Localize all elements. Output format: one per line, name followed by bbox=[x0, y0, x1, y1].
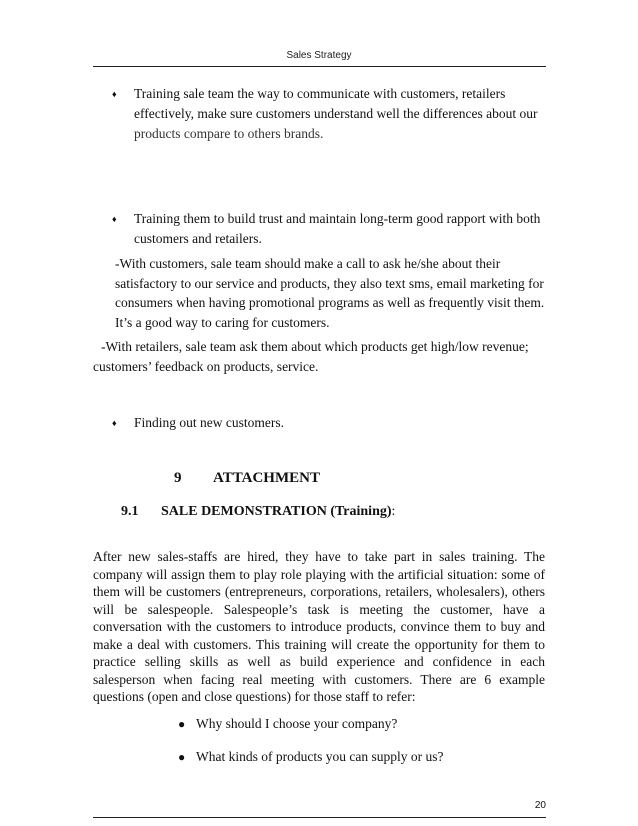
paragraph-line: will be salespeople. Salespeople’s task is meeting the customer, have a bbox=[93, 601, 545, 617]
bullet-line: effectively, make sure customers understand well the differences about our bbox=[134, 106, 538, 121]
paragraph-line: -With customers, sale team should make a call to ask he/she about their bbox=[115, 256, 501, 271]
subsection-title: SALE DEMONSTRATION (Training) bbox=[161, 504, 392, 519]
section-number: 9 bbox=[174, 470, 182, 486]
question-text: What kinds of products you can supply or us? bbox=[196, 749, 444, 764]
bullet-line: Training them to build trust and maintain long-term good rapport with both bbox=[134, 211, 541, 226]
subsection-colon: : bbox=[391, 504, 396, 519]
question-text: Why should I choose your company? bbox=[196, 716, 398, 731]
bullet-item-new-customers bbox=[112, 413, 552, 433]
bullet-text: Finding out new customers. bbox=[134, 415, 284, 430]
running-header: Sales Strategy bbox=[286, 50, 352, 61]
paragraph-line: salesperson when facing real meeting with customers. There are 6 example bbox=[93, 671, 545, 687]
paragraph-line: company will assign them to play role playing with the artificial situation: some of bbox=[93, 566, 545, 582]
bullet-item-training-trust bbox=[112, 209, 552, 249]
customers-paragraph bbox=[115, 254, 555, 332]
diamond-bullet-icon: ♦ bbox=[112, 418, 117, 428]
question-item bbox=[178, 749, 443, 765]
paragraph-line: satisfactory to our service and products, they also text sms, email marketing for bbox=[115, 275, 544, 291]
paragraph-line: practice selling skills as well as build experience and confidence in each bbox=[93, 654, 545, 669]
paragraph-line: -With retailers, sale team ask them about which products get high/low revenue; bbox=[101, 339, 529, 354]
subsection-number: 9.1 bbox=[121, 504, 139, 519]
diamond-bullet-icon: ♦ bbox=[112, 89, 117, 99]
bullet-line: customers and retailers. bbox=[134, 231, 262, 246]
paragraph-line: them will be customers (entrepreneurs, corporations, retailers, wholesalers), others bbox=[93, 584, 545, 599]
bullet-dot-icon: ● bbox=[178, 750, 186, 764]
bullet-item-training-communicate bbox=[112, 84, 552, 144]
bullet-line: Training sale team the way to communicate with customers, retailers bbox=[134, 86, 506, 101]
paragraph-line: customers’ feedback on products, service. bbox=[93, 358, 319, 374]
paragraph-line: make a deal with customers. This training will create the opportunity for them to bbox=[93, 636, 545, 652]
bullet-line: products compare to others brands. bbox=[134, 126, 324, 141]
question-item bbox=[178, 716, 397, 732]
paragraph-line: questions (open and close questions) for those staff to refer: bbox=[93, 689, 416, 704]
diamond-bullet-icon: ♦ bbox=[112, 214, 117, 224]
bullet-dot-icon: ● bbox=[178, 717, 186, 731]
paragraph-line: After new sales-staffs are hired, they have to take part in sales training. The bbox=[93, 549, 545, 564]
header-rule bbox=[93, 66, 546, 67]
retailers-paragraph bbox=[93, 337, 553, 376]
footer-rule bbox=[93, 817, 546, 818]
subsection-heading bbox=[161, 504, 395, 520]
section-title: ATTACHMENT bbox=[213, 470, 320, 486]
paragraph-line: It’s a good way to caring for customers. bbox=[115, 314, 330, 330]
paragraph-line: consumers when having promotional programs as well as frequently visit them. bbox=[115, 295, 545, 310]
page-number: 20 bbox=[534, 800, 546, 811]
paragraph-line: conversation with the customers to introduce products, convince them to buy and bbox=[93, 619, 545, 634]
training-body-paragraph bbox=[93, 548, 545, 706]
